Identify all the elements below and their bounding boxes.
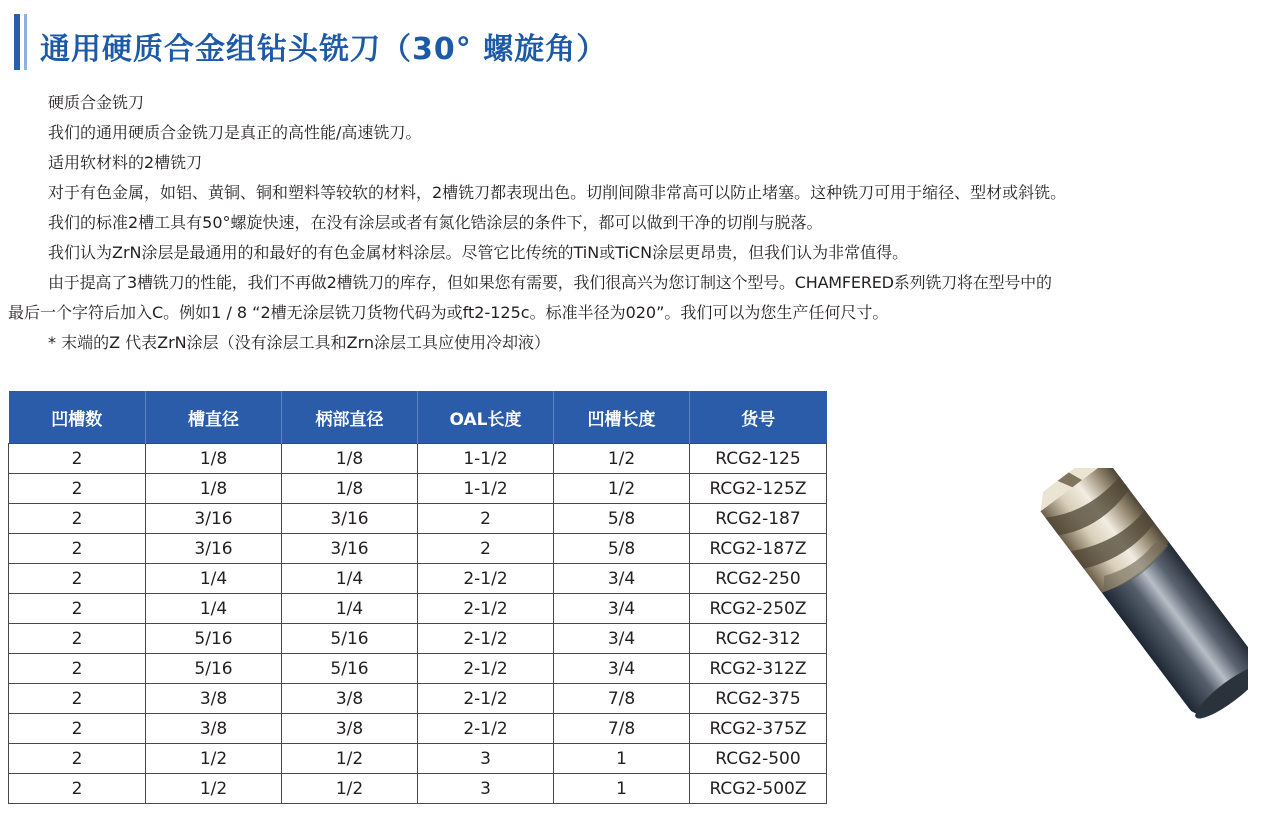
cell-flute-count: 2 [9,444,146,474]
header-flute-count: 凹槽数 [9,391,146,444]
table-body [9,444,827,804]
cell-flute-length: 7/8 [554,714,690,744]
cell-flute-count: 2 [9,594,146,624]
header-shank-diameter: 柄部直径 [282,391,418,444]
cell-cutting-diameter: 3/8 [146,684,282,714]
table-row [9,474,827,504]
cell-shank-diameter: 1/4 [282,594,418,624]
cell-shank-diameter: 3/16 [282,534,418,564]
cell-oal-length: 2 [418,504,554,534]
table-header-row [9,391,827,444]
cell-oal-length: 2-1/2 [418,714,554,744]
description-line: * 末端的Z 代表ZrN涂层（没有涂层工具和Zrn涂层工具应使用冷却液） [48,333,551,352]
cell-cutting-diameter: 3/16 [146,504,282,534]
cell-part-number: RCG2-312 [690,624,827,654]
cell-cutting-diameter: 1/2 [146,744,282,774]
description-line: 最后一个字符后加入C。例如1 / 8 “2槽无涂层铣刀货物代码为或ft2-125c。标准半径为020”。我们可以为您生产任何尺寸。 [8,303,889,322]
cell-flute-count: 2 [9,504,146,534]
cell-shank-diameter: 5/16 [282,654,418,684]
cell-shank-diameter: 1/2 [282,744,418,774]
table-row [9,774,827,804]
cell-cutting-diameter: 3/16 [146,534,282,564]
cell-flute-count: 2 [9,624,146,654]
end-mill-image [948,468,1248,738]
cell-oal-length: 2 [418,534,554,564]
header-flute-length: 凹槽长度 [554,391,690,444]
cell-part-number: RCG2-500Z [690,774,827,804]
cell-flute-length: 1/2 [554,474,690,504]
table-row [9,444,827,474]
header-oal-length: OAL长度 [418,391,554,444]
description-line: 我们认为ZrN涂层是最通用的和最好的有色金属材料涂层。尽管它比传统的TiN或TiCN涂层更昂贵，但我们认为非常值得。 [48,243,909,262]
cell-flute-length: 5/8 [554,534,690,564]
cell-flute-length: 3/4 [554,594,690,624]
description-line: 我们的通用硬质合金铣刀是真正的高性能/高速铣刀。 [48,123,422,142]
cell-cutting-diameter: 5/16 [146,654,282,684]
cell-cutting-diameter: 1/2 [146,774,282,804]
cell-flute-length: 3/4 [554,624,690,654]
cell-part-number: RCG2-125 [690,444,827,474]
cell-flute-count: 2 [9,564,146,594]
cell-flute-count: 2 [9,774,146,804]
cell-oal-length: 2-1/2 [418,654,554,684]
cell-part-number: RCG2-375Z [690,714,827,744]
cell-cutting-diameter: 1/8 [146,474,282,504]
cell-flute-length: 1/2 [554,444,690,474]
description-line: 硬质合金铣刀 [48,93,145,112]
cell-shank-diameter: 3/8 [282,684,418,714]
cell-part-number: RCG2-500 [690,744,827,774]
cell-oal-length: 2-1/2 [418,594,554,624]
description-block [0,88,1280,358]
description-line: 由于提高了3槽铣刀的性能，我们不再做2槽铣刀的库存，但如果您有需要，我们很高兴为您订制这个型号。CHAMFERED系列铣刀将在型号中的 [48,273,1052,292]
description-line: 对于有色金属，如铝、黄铜、铜和塑料等较软的材料，2槽铣刀都表现出色。切削间隙非常高可以防止堵塞。这种铣刀可用于缩径、型材或斜铣。 [48,183,1067,202]
cell-part-number: RCG2-125Z [690,474,827,504]
cell-shank-diameter: 1/8 [282,474,418,504]
cell-flute-count: 2 [9,534,146,564]
table-row [9,684,827,714]
cell-flute-length: 1 [554,744,690,774]
cell-cutting-diameter: 1/4 [146,564,282,594]
cell-flute-count: 2 [9,744,146,774]
cell-oal-length: 2-1/2 [418,624,554,654]
cell-oal-length: 1-1/2 [418,474,554,504]
description-line: 我们的标准2槽工具有50°螺旋快速，在没有涂层或者有氮化锆涂层的条件下，都可以做到干净的切削与脱落。 [48,213,823,232]
cell-oal-length: 2-1/2 [418,564,554,594]
table-row [9,504,827,534]
header-part-number: 货号 [690,391,827,444]
title-accent-bar-light [24,14,27,70]
cell-flute-length: 3/4 [554,564,690,594]
title-accent-bar [14,14,20,70]
table-row [9,654,827,684]
table-row [9,744,827,774]
table-row [9,534,827,564]
table-row [9,624,827,654]
cell-flute-length: 7/8 [554,684,690,714]
page-title: 通用硬质合金组钻头铣刀（30° 螺旋角） [40,32,608,67]
cell-flute-count: 2 [9,684,146,714]
cell-shank-diameter: 1/8 [282,444,418,474]
cell-cutting-diameter: 1/4 [146,594,282,624]
cell-flute-length: 1 [554,774,690,804]
cell-flute-length: 5/8 [554,504,690,534]
table-row [9,594,827,624]
cell-flute-count: 2 [9,474,146,504]
cell-oal-length: 3 [418,774,554,804]
cell-flute-length: 3/4 [554,654,690,684]
description-line: 适用软材料的2槽铣刀 [48,153,203,172]
spec-table [8,391,827,804]
cell-cutting-diameter: 1/8 [146,444,282,474]
cell-shank-diameter: 1/4 [282,564,418,594]
table-row [9,564,827,594]
cell-cutting-diameter: 3/8 [146,714,282,744]
cell-part-number: RCG2-375 [690,684,827,714]
cell-shank-diameter: 3/16 [282,504,418,534]
cell-cutting-diameter: 5/16 [146,624,282,654]
cell-shank-diameter: 5/16 [282,624,418,654]
cell-oal-length: 2-1/2 [418,684,554,714]
cell-shank-diameter: 3/8 [282,714,418,744]
cell-part-number: RCG2-187Z [690,534,827,564]
cell-flute-count: 2 [9,654,146,684]
cell-part-number: RCG2-187 [690,504,827,534]
header-cutting-diameter: 槽直径 [146,391,282,444]
cell-flute-count: 2 [9,714,146,744]
cell-oal-length: 3 [418,744,554,774]
cell-part-number: RCG2-250 [690,564,827,594]
cell-oal-length: 1-1/2 [418,444,554,474]
cell-shank-diameter: 1/2 [282,774,418,804]
cell-part-number: RCG2-312Z [690,654,827,684]
cell-part-number: RCG2-250Z [690,594,827,624]
table-row [9,714,827,744]
